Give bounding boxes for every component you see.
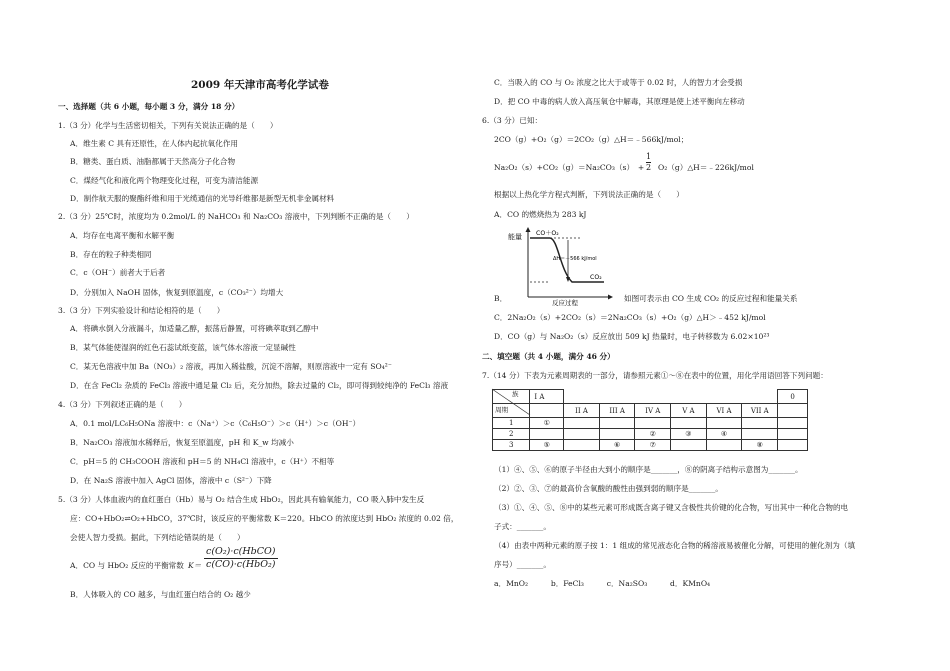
element-cell xyxy=(635,418,671,429)
q7-sub-4-line1: （4）由表中两种元素的原子按 1：1 组成的常见液态化合物的稀溶液易被催化分解，可使用的催化剂为（填 xyxy=(494,541,856,550)
q3-option-c: C．某无色溶液中加 Ba（NO₃）₂ 溶液，再加入稀盐酸，沉淀不溶解，则原溶液中一定有 SO₄²⁻ xyxy=(70,362,392,371)
table-row xyxy=(493,429,808,440)
period-cell: 2 xyxy=(493,429,530,440)
element-cell xyxy=(778,429,808,440)
table-corner-cell xyxy=(493,390,530,404)
element-cell xyxy=(778,418,808,429)
q4-stem: 4.（3 分）下列叙述正确的是（ ） xyxy=(58,400,187,409)
group-5a-header: V A xyxy=(671,404,707,418)
exam-title: 2009 年天津市高考化学试卷 xyxy=(191,79,329,91)
q7-sub-3-line1: （3）①、④、⑤、⑧中的某些元素可形成既含离子键又含极性共价键的化合物，写出其中一种化合物的电 xyxy=(494,503,849,512)
table-corner-cell-lower xyxy=(493,404,530,418)
element-cell xyxy=(706,440,742,451)
q6-equation-2b: O₂（g）△H＝﹣226kJ/mol xyxy=(658,163,754,172)
element-cell xyxy=(742,429,778,440)
q5-stem-line2: 应：CO+HbO₂⇌O₂+HbCO，37℃时，该反应的平衡常数 K＝220。HbCO 的浓度达到 HbO₂ 浓度的 0.02 倍， xyxy=(70,514,459,523)
q7-sub-1: （1）④、⑤、⑥的原子半径由大到小的顺序是_______，⑧的阴离子结构示意图为_______。 xyxy=(494,465,803,474)
group-3a-header: III A xyxy=(599,404,635,418)
q1-option-d: D．制作航天服的聚酯纤维和用于光缆通信的光导纤维都是新型无机非金属材料 xyxy=(70,194,335,203)
group-4a-header: IV A xyxy=(635,404,671,418)
delta-h-label: ΔH＝－566 kJ/mol xyxy=(553,256,597,262)
q6-stem: 6.（3 分）已知： xyxy=(482,116,543,125)
period-cell: 3 xyxy=(493,440,530,451)
element-cell: ⑧ xyxy=(742,440,778,451)
q5-equilibrium-fraction xyxy=(204,546,278,571)
q6-option-b: 如图可表示由 CO 生成 CO₂ 的反应过程和能量关系 xyxy=(624,294,798,303)
q7-sub-3-line2: 子式：_______。 xyxy=(494,522,551,531)
table-row xyxy=(493,440,808,451)
q6-option-c: C．2Na₂O₂（s）+2CO₂（s）＝2Na₂CO₃（s）+O₂（g）△H＞﹣452 kJ/mol xyxy=(494,313,766,322)
process-axis-arrow xyxy=(608,295,613,300)
element-cell: ④ xyxy=(706,429,742,440)
table-corner-period-label: 周期 xyxy=(495,406,508,414)
q5-option-d: D．把 CO 中毒的病人放入高压氧仓中解毒，其原理是使上述平衡向左移动 xyxy=(494,97,745,106)
q7-stem: 7.（14 分）下表为元素周期表的一部分，请参照元素①～⑧在表中的位置，用化学用语回答下列问题： xyxy=(482,371,828,380)
table-corner-group-label: 族 xyxy=(512,390,519,398)
table-row xyxy=(493,418,808,429)
group-0-header-lower xyxy=(778,404,808,418)
q7-sub-2: （2）②、③、⑦的最高价含氧酸的酸性由强到弱的顺序是_______。 xyxy=(494,484,723,493)
process-axis-label: 反应过程 xyxy=(552,299,578,307)
section-1-heading: 一、选择题（共 6 小题，每小题 3 分，满分 18 分） xyxy=(58,102,240,111)
q2-option-d: D．分别加入 NaOH 固体，恢复到原温度，c（CO₃²⁻）均增大 xyxy=(70,288,284,297)
periodic-table xyxy=(492,389,808,451)
element-cell xyxy=(742,418,778,429)
q6-option-b-prefix: B． xyxy=(494,294,508,303)
q3-option-d: D．在含 FeCl₂ 杂质的 FeCl₃ 溶液中通足量 Cl₂ 后，充分加热，除去过量的 Cl₂，即可得到较纯净的 FeCl₃ 溶液 xyxy=(70,381,449,390)
q3-stem: 3.（3 分）下列实验设计和结论相符的是（ ） xyxy=(58,306,225,315)
q5-option-b: B．人体吸入的 CO 越多，与血红蛋白结合的 O₂ 越少 xyxy=(70,590,251,599)
q1-option-a: A．维生素 C 具有还原性，在人体内起抗氧化作用 xyxy=(70,139,238,148)
q2-option-a: A．均存在电离平衡和水解平衡 xyxy=(70,231,175,240)
element-cell: ② xyxy=(635,429,671,440)
energy-axis-label: 能量 xyxy=(508,233,522,241)
q2-stem: 2.（3 分）25℃时，浓度均为 0.2mol/L 的 NaHCO₃ 和 Na₂CO₃ 溶液中，下列判断不正确的是（ ） xyxy=(58,212,414,221)
q6-half-fraction xyxy=(646,152,651,173)
group-6a-header: VI A xyxy=(706,404,742,418)
element-cell xyxy=(564,418,600,429)
element-cell xyxy=(706,418,742,429)
q4-option-d: D．在 Na₂S 溶液中加入 AgCl 固体，溶液中 c（S²⁻）下降 xyxy=(70,476,272,485)
q7-options: a．MnO₂ b．FeCl₃ c．Na₂SO₃ d．KMnO₄ xyxy=(494,579,711,588)
element-cell xyxy=(564,440,600,451)
q4-option-a: A．0.1 mol/LC₆H₅ONa 溶液中：c（Na⁺）＞c（C₆H₅O⁻）＞c（H⁺）＞c（OH⁻） xyxy=(70,419,361,428)
element-cell xyxy=(671,418,707,429)
section-2-heading: 二、填空题（共 4 小题，满分 46 分） xyxy=(482,352,615,361)
element-cell xyxy=(778,440,808,451)
q6-option-d: D．CO（g）与 Na₂O₂（s）反应放出 509 kJ 热量时，电子转移数为 6.02×10²³ xyxy=(494,332,770,341)
q3-option-b: B．某气体能使湿润的红色石蕊试纸变蓝，该气体水溶液一定显碱性 xyxy=(70,343,296,352)
q1-stem: 1.（3 分）化学与生活密切相关，下列有关说法正确的是（ ） xyxy=(58,121,278,130)
element-cell: ⑥ xyxy=(599,440,635,451)
fraction-denominator: c(CO)·c(HbO₂) xyxy=(206,559,276,570)
q3-option-a: A．将碘水倒入分液漏斗，加适量乙醇，振荡后静置，可将碘萃取到乙醇中 xyxy=(70,324,319,333)
element-cell xyxy=(530,429,564,440)
element-cell xyxy=(564,429,600,440)
element-cell xyxy=(599,418,635,429)
fraction-numerator: c(O₂)·c(HbCO) xyxy=(206,546,276,557)
q4-option-b: B．Na₂CO₃ 溶液加水稀释后，恢复至原温度，pH 和 K_w 均减小 xyxy=(70,438,294,447)
element-cell: ③ xyxy=(671,429,707,440)
group-1a-header: I A xyxy=(530,390,564,404)
period-cell: 1 xyxy=(493,418,530,429)
q6-option-a: A．CO 的燃烧热为 283 kJ xyxy=(494,210,587,219)
q2-option-c: C．c（OH⁻）前者大于后者 xyxy=(70,268,166,277)
energy-diagram xyxy=(506,225,616,307)
element-cell: ⑦ xyxy=(635,440,671,451)
product-label: CO₂ xyxy=(590,274,602,281)
q5-option-c: C．当吸入的 CO 与 O₂ 浓度之比大于或等于 0.02 时，人的智力才会受损 xyxy=(494,78,743,87)
element-cell: ⑤ xyxy=(530,440,564,451)
half-denominator: 2 xyxy=(646,163,652,172)
q5-option-a-k: K＝ xyxy=(188,561,202,570)
energy-axis-arrow xyxy=(526,227,531,232)
q6-equation-1: 2CO（g）+O₂（g）＝2CO₂（g）△H＝﹣566kJ/mol； xyxy=(494,135,689,144)
q6-ask: 根据以上热化学方程式判断，下列说法正确的是（ ） xyxy=(494,190,684,199)
q5-stem-line3: 会使人智力受损。据此，下列结论错误的是（ ） xyxy=(70,533,245,542)
group-1a-header-lower xyxy=(530,404,564,418)
element-cell: ① xyxy=(530,418,564,429)
element-cell xyxy=(671,440,707,451)
group-7a-header: VII A xyxy=(742,404,778,418)
q5-option-a-prefix: A．CO 与 HbO₂ 反应的平衡常数 xyxy=(70,561,184,570)
q6-equation-2a: Na₂O₂（s）+CO₂（g）＝Na₂CO₃（s） + xyxy=(494,163,645,172)
group-0-header: 0 xyxy=(778,390,808,404)
q1-option-c: C．煤经气化和液化两个物理变化过程，可变为清洁能源 xyxy=(70,176,259,185)
element-cell xyxy=(599,429,635,440)
q4-option-c: C．pH＝5 的 CH₃COOH 溶液和 pH＝5 的 NH₄Cl 溶液中，c（H⁺）不相等 xyxy=(70,457,335,466)
q1-option-b: B．糖类、蛋白质、油脂都属于天然高分子化合物 xyxy=(70,157,236,166)
half-numerator: 1 xyxy=(646,152,652,161)
reactant-label: CO＋O₂ xyxy=(536,230,559,237)
q7-sub-4-line2: 序号）_______。 xyxy=(494,560,551,569)
table-gap-header xyxy=(564,390,778,404)
q5-stem-line1: 5.（3 分）人体血液内的血红蛋白（Hb）易与 O₂ 结合生成 HbO₂，因此具有输氧能力，CO 吸入肺中发生反 xyxy=(58,495,425,504)
q2-option-b: B．存在的粒子种类相同 xyxy=(70,250,152,259)
group-2a-header: II A xyxy=(564,404,600,418)
